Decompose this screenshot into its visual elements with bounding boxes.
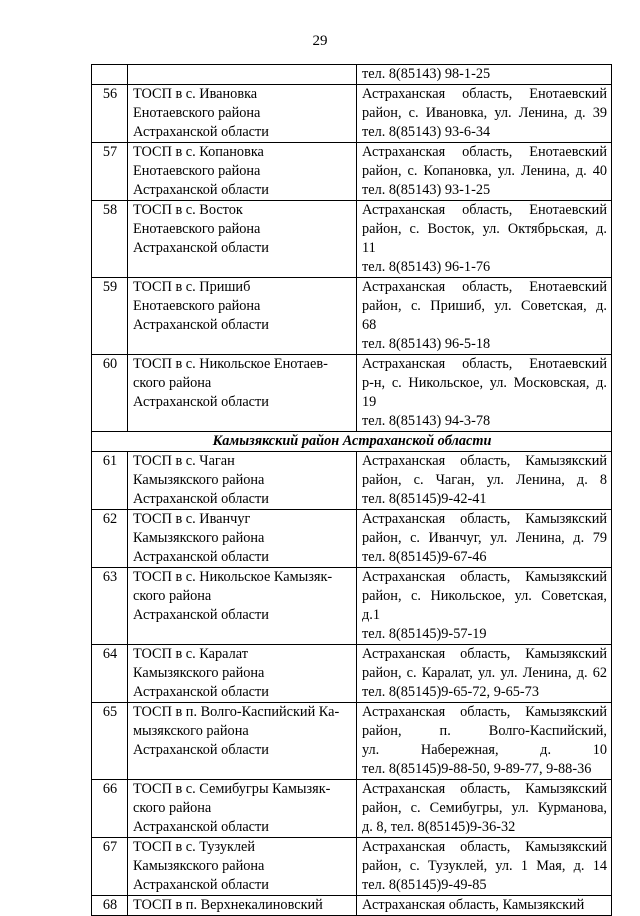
office-name-line: ТОСП в п. Волго-Каспийский Ка- (133, 704, 340, 720)
table-row (92, 568, 612, 645)
table-row (92, 896, 612, 916)
offices-table (91, 64, 612, 916)
table-row (92, 703, 612, 780)
office-name-line: ТОСП в с. Никольское Енотаев- (133, 356, 328, 372)
section-title: Камызякский район Астраханской области (92, 432, 612, 452)
office-name-line: Астраханской области (133, 819, 269, 835)
office-name-line: Астраханской области (133, 491, 269, 507)
address-cell (357, 780, 612, 838)
office-name-cell (128, 703, 357, 780)
address-line: тел. 8(85145)9-67-46 (362, 549, 487, 565)
office-name-line: ТОСП в с. Семибугры Камызяк- (133, 781, 331, 797)
address-cell (357, 510, 612, 568)
office-name-cell (128, 896, 357, 916)
office-name-cell (128, 452, 357, 510)
address-line: район, с. Каралат, ул. ул. Ленина, д. 62 (362, 665, 607, 681)
office-name-line: ТОСП в п. Верхнекалиновский (133, 897, 323, 913)
office-name-cell (128, 645, 357, 703)
address-line: р-н, с. Никольское, ул. Московская, д. (362, 375, 607, 391)
address-cell (357, 85, 612, 143)
table-row (92, 65, 612, 85)
section-row (92, 432, 612, 452)
address-line: Астраханская область, Камызякский (362, 839, 607, 855)
office-name-cell (128, 85, 357, 143)
address-cell (357, 703, 612, 780)
address-line: 68 (362, 317, 377, 333)
table-row (92, 645, 612, 703)
office-name-line: Астраханской области (133, 182, 269, 198)
row-number-cell: 61 (92, 452, 128, 510)
office-name-line: Астраханской области (133, 394, 269, 410)
office-name-line: Енотаевского района (133, 298, 261, 314)
office-name-line: Астраханской области (133, 124, 269, 140)
address-cell (357, 838, 612, 896)
address-line: Астраханская область, Енотаевский (362, 279, 607, 295)
address-line: Астраханская область, Камызякский (362, 511, 607, 527)
row-number-cell: 57 (92, 143, 128, 201)
address-line: район, с. Никольское, ул. Советская, (362, 588, 607, 604)
page-number: 29 (312, 33, 328, 49)
office-name-line: Камызякского района (133, 530, 265, 546)
address-line: 11 (362, 240, 376, 256)
address-line: тел. 8(85143) 93-6-34 (362, 124, 491, 140)
address-line: район, п. Волго-Каспийский, (362, 723, 607, 739)
address-line: тел. 8(85143) 94-3-78 (362, 413, 491, 429)
address-line: Астраханская область, Камызякский (362, 569, 607, 585)
table-row (92, 510, 612, 568)
office-name-line: Енотаевского района (133, 105, 261, 121)
office-name-line: Астраханской области (133, 549, 269, 565)
office-name-line: Енотаевского района (133, 221, 261, 237)
address-line: д.1 (362, 607, 380, 623)
office-name-cell (128, 510, 357, 568)
office-name-line: ТОСП в с. Ивановка (133, 86, 258, 102)
address-line: тел. 8(85143) 96-1-76 (362, 259, 491, 275)
row-number-cell: 65 (92, 703, 128, 780)
address-line: район, с. Пришиб, ул. Советская, д. (362, 298, 607, 314)
row-number-cell: 60 (92, 355, 128, 432)
office-name-line: Камызякского района (133, 858, 265, 874)
office-name-cell (128, 838, 357, 896)
office-name-line: ТОСП в с. Тузуклей (133, 839, 256, 855)
address-line: Астраханская область, Камызякский (362, 704, 607, 720)
row-number-cell: 58 (92, 201, 128, 278)
table-row (92, 201, 612, 278)
address-line: тел. 8(85145)9-57-19 (362, 626, 487, 642)
address-line: тел. 8(85145)9-65-72, 9-65-73 (362, 684, 539, 700)
row-number-cell: 67 (92, 838, 128, 896)
table-row (92, 85, 612, 143)
row-number-cell: 62 (92, 510, 128, 568)
office-name-cell (128, 143, 357, 201)
office-name-line: ТОСП в с. Копановка (133, 144, 264, 160)
address-line: Астраханская область, Камызякский (362, 646, 607, 662)
address-line: Астраханская область, Енотаевский (362, 356, 607, 372)
office-name-line: ского района (133, 588, 212, 604)
office-name-line: ТОСП в с. Каралат (133, 646, 248, 662)
address-line: Астраханская область, Енотаевский (362, 202, 607, 218)
row-number-cell: 68 (92, 896, 128, 916)
address-line: район, с. Иванчуг, ул. Ленина, д. 79 (362, 530, 607, 546)
row-number-cell: 64 (92, 645, 128, 703)
address-line: ул. Набережная, д. 10 (362, 742, 607, 758)
office-name-line: ского района (133, 800, 212, 816)
address-cell (357, 65, 612, 85)
row-number-cell: 56 (92, 85, 128, 143)
office-name-cell (128, 780, 357, 838)
office-name-line: Астраханской области (133, 742, 269, 758)
address-line: район, с. Чаган, ул. Ленина, д. 8 (362, 472, 607, 488)
row-number-cell: 59 (92, 278, 128, 355)
office-name-cell (128, 355, 357, 432)
address-line: район, с. Тузуклей, ул. 1 Мая, д. 14 (362, 858, 607, 874)
address-line: Астраханская область, Камызякский (362, 781, 607, 797)
office-name-line: Астраханской области (133, 877, 269, 893)
address-line: Астраханская область, Камызякский (362, 897, 585, 913)
office-name-line: ТОСП в с. Иванчуг (133, 511, 251, 527)
address-cell (357, 143, 612, 201)
office-name-line: Камызякского района (133, 472, 265, 488)
address-cell (357, 201, 612, 278)
address-cell (357, 278, 612, 355)
row-number-cell: 66 (92, 780, 128, 838)
address-cell (357, 645, 612, 703)
address-cell (357, 452, 612, 510)
address-line: 19 (362, 394, 377, 410)
office-name-cell (128, 568, 357, 645)
table-row (92, 355, 612, 432)
address-cell (357, 896, 612, 916)
table-row (92, 780, 612, 838)
office-name-cell (128, 278, 357, 355)
office-name-line: Астраханской области (133, 607, 269, 623)
address-cell (357, 355, 612, 432)
address-line: район, с. Восток, ул. Октябрьская, д. (362, 221, 607, 237)
office-name-line: Астраханской области (133, 684, 269, 700)
address-line: тел. 8(85143) 93-1-25 (362, 182, 491, 198)
office-name-line: Астраханской области (133, 317, 269, 333)
office-name-line: Камызякского района (133, 665, 265, 681)
address-line: д. 8, тел. 8(85145)9-36-32 (362, 819, 516, 835)
row-number-cell (92, 65, 128, 85)
address-line: Астраханская область, Енотаевский (362, 86, 607, 102)
office-name-cell (128, 65, 357, 85)
table-row (92, 452, 612, 510)
address-line: тел. 8(85145)9-49-85 (362, 877, 487, 893)
row-number-cell: 63 (92, 568, 128, 645)
office-name-line: ТОСП в с. Пришиб (133, 279, 251, 295)
address-line: район, с. Ивановка, ул. Ленина, д. 39 (362, 105, 607, 121)
office-name-line: ТОСП в с. Чаган (133, 453, 235, 469)
office-name-line: Енотаевского района (133, 163, 261, 179)
office-name-line: мызякского района (133, 723, 249, 739)
table-row (92, 838, 612, 896)
address-line: тел. 8(85143) 96-5-18 (362, 336, 491, 352)
office-name-line: ТОСП в с. Восток (133, 202, 243, 218)
table-row (92, 278, 612, 355)
office-name-line: ского района (133, 375, 212, 391)
address-cell (357, 568, 612, 645)
address-line: тел. 8(85145)9-88-50, 9-89-77, 9-88-36 (362, 761, 592, 777)
address-line: Астраханская область, Камызякский (362, 453, 607, 469)
office-name-cell (128, 201, 357, 278)
office-name-line: Астраханской области (133, 240, 269, 256)
address-line: тел. 8(85145)9-42-41 (362, 491, 487, 507)
table-row (92, 143, 612, 201)
address-line: район, с. Копановка, ул. Ленина, д. 40 (362, 163, 607, 179)
address-line: Астраханская область, Енотаевский (362, 144, 607, 160)
address-line: тел. 8(85143) 98-1-25 (362, 66, 491, 82)
address-line: район, с. Семибугры, ул. Курманова, (362, 800, 607, 816)
office-name-line: ТОСП в с. Никольское Камызяк- (133, 569, 333, 585)
